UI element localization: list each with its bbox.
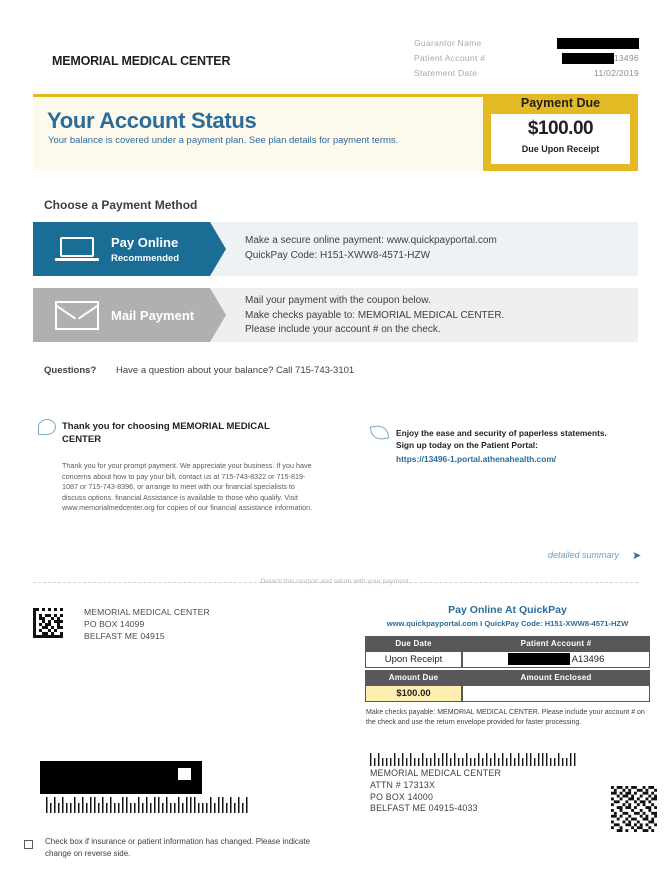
page-header	[0, 0, 671, 88]
redaction-bar	[508, 653, 570, 665]
qr-code-icon	[611, 786, 657, 832]
online-payment-url-line: Make a secure online payment: www.quickpayportal.com	[245, 235, 497, 246]
patient-account-value	[562, 51, 639, 66]
datamatrix-code-icon	[33, 608, 63, 638]
table-row	[365, 651, 650, 668]
coupon-table	[365, 636, 650, 702]
payment-method-mail[interactable]	[33, 288, 638, 342]
redaction-bar	[557, 38, 639, 49]
patient-account-header: Patient Account #	[462, 636, 650, 651]
payment-due-box	[483, 94, 638, 171]
paperless-line-1: Enjoy the ease and security of paperless statements.	[396, 428, 607, 438]
meta-row-account	[414, 51, 639, 66]
paperless-line-2: Sign up today on the Patient Portal:	[396, 440, 538, 450]
patient-account-suffix: 13496	[613, 53, 639, 63]
pay-online-label: Pay Online	[111, 235, 179, 250]
coupon-remit-citystate: BELFAST ME 04915	[84, 630, 165, 641]
amount-due-value: $100.00	[365, 685, 462, 702]
guarantor-name-value	[557, 36, 639, 51]
redaction-bar	[562, 53, 614, 64]
statement-date-label: Statement Date	[414, 68, 478, 78]
info-changed-checkbox[interactable]	[24, 840, 33, 849]
envelope-flap-right	[78, 305, 98, 320]
mail-payment-label: Mail Payment	[111, 308, 195, 323]
laptop-icon	[55, 237, 99, 263]
payment-method-online-tab	[33, 222, 210, 276]
payment-method-online-text	[245, 234, 497, 263]
detach-instruction: Detach this coupon and return with your payment.	[260, 578, 411, 585]
leaf-icon	[370, 423, 390, 441]
patient-account-number: A13496	[571, 654, 605, 665]
amount-enclosed-header: Amount Enclosed	[462, 670, 650, 685]
payment-due-amount: $100.00	[527, 118, 594, 139]
thank-you-body: Thank you for your prompt payment. We appreciate your business. If you have concerns about how to pay your bill, contact us at 715-743-8322 or 715-819-1087 or 715-743-8396, or arrange to meet with our financial specialists to discuss options. financial Assistance is available to those who qualify. Visit www.memorialmedcenter.org for copies of our financial assistance information.	[62, 461, 313, 513]
patient-account-label: Patient Account #	[414, 53, 486, 63]
coupon-remit-address	[84, 607, 210, 642]
address-barcode-icon	[46, 797, 251, 813]
laptop-base	[55, 258, 99, 261]
payment-method-section-title: Choose a Payment Method	[44, 198, 198, 212]
postal-barcode-icon	[370, 753, 595, 766]
info-changed-label: Check box if insurance or patient information has changed. Please indicate change on reverse side.	[45, 837, 311, 858]
envelope-flap-left	[56, 305, 76, 320]
envelope-icon	[55, 301, 99, 330]
table-row	[365, 670, 650, 685]
account-status-title: Your Account Status	[47, 108, 257, 133]
account-status-band	[33, 94, 638, 171]
statement-meta	[414, 36, 639, 81]
return-address-pobox: PO BOX 14000	[370, 791, 434, 802]
pay-online-recommended-label: Recommended	[111, 253, 180, 264]
paperless-block	[396, 427, 656, 465]
payment-due-terms: Due Upon Receipt	[521, 144, 600, 154]
amount-due-header: Amount Due	[365, 670, 462, 685]
account-status-subtitle: Your balance is covered under a payment plan. See plan details for payment terms.	[48, 135, 399, 146]
meta-row-guarantor	[414, 36, 639, 51]
questions-text: Have a question about your balance? Call 715-743-3101	[116, 365, 355, 376]
return-address-citystatezip: BELFAST ME 04915-4033	[370, 803, 478, 814]
patient-account-value	[462, 651, 650, 668]
payment-due-inner	[491, 114, 630, 164]
account-status-panel	[33, 94, 483, 171]
speech-bubble-icon	[38, 419, 56, 435]
guarantor-name-label: Guarantor Name	[414, 38, 482, 48]
coupon-title: Pay Online At QuickPay	[448, 604, 567, 616]
payment-method-mail-arrow	[210, 288, 226, 342]
coupon-note: Make checks payable: MEMORIAL MEDICAL CENTER. Please include your account # on the check and use the return envelope provided for faster processing.	[366, 709, 645, 726]
due-date-header: Due Date	[365, 636, 462, 651]
payment-method-online-arrow	[210, 222, 226, 276]
mail-line-1: Mail your payment with the coupon below.	[245, 295, 431, 306]
thank-you-title: Thank you for choosing MEMORIAL MEDICAL CENTER	[62, 421, 270, 445]
payment-due-label: Payment Due	[520, 96, 601, 110]
due-date-value: Upon Receipt	[365, 651, 462, 668]
mail-line-2: Make checks payable to: MEMORIAL MEDICAL CENTER.	[245, 309, 505, 321]
patient-portal-link[interactable]: https://13496-1.portal.athenahealth.com/	[396, 454, 557, 464]
mail-line-3: Please include your account # on the check.	[245, 324, 441, 335]
payment-method-mail-tab	[33, 288, 210, 342]
chevron-right-icon: ➤	[632, 550, 642, 562]
table-row	[365, 685, 650, 702]
amount-enclosed-input[interactable]	[462, 685, 650, 702]
payment-method-online[interactable]	[33, 222, 638, 276]
meta-row-statement-date	[414, 66, 639, 81]
provider-logo: MEMORIAL MEDICAL CENTER	[52, 54, 231, 68]
table-row	[365, 636, 650, 651]
coupon-remit-name: MEMORIAL MEDICAL CENTER	[84, 607, 210, 617]
return-address-name: MEMORIAL MEDICAL CENTER	[370, 768, 502, 778]
quickpay-code-line: QuickPay Code: H151-XWW8-4571-HZW	[245, 249, 431, 261]
redaction-notch	[178, 768, 191, 780]
laptop-screen	[60, 237, 94, 257]
questions-label: Questions?	[44, 365, 97, 376]
coupon-return-address	[370, 768, 501, 815]
payment-method-mail-text	[245, 294, 504, 338]
coupon-subtitle: www.quickpayportal.com I QuickPay Code: H151-XWW8-4571-HZW	[386, 619, 629, 628]
detailed-summary-link[interactable]: detailed summary	[548, 550, 620, 560]
statement-date-value: 11/02/2019	[594, 68, 639, 78]
return-address-attn: ATTN # 17313X	[370, 779, 436, 790]
coupon-remit-pobox: PO BOX 14099	[84, 618, 145, 629]
